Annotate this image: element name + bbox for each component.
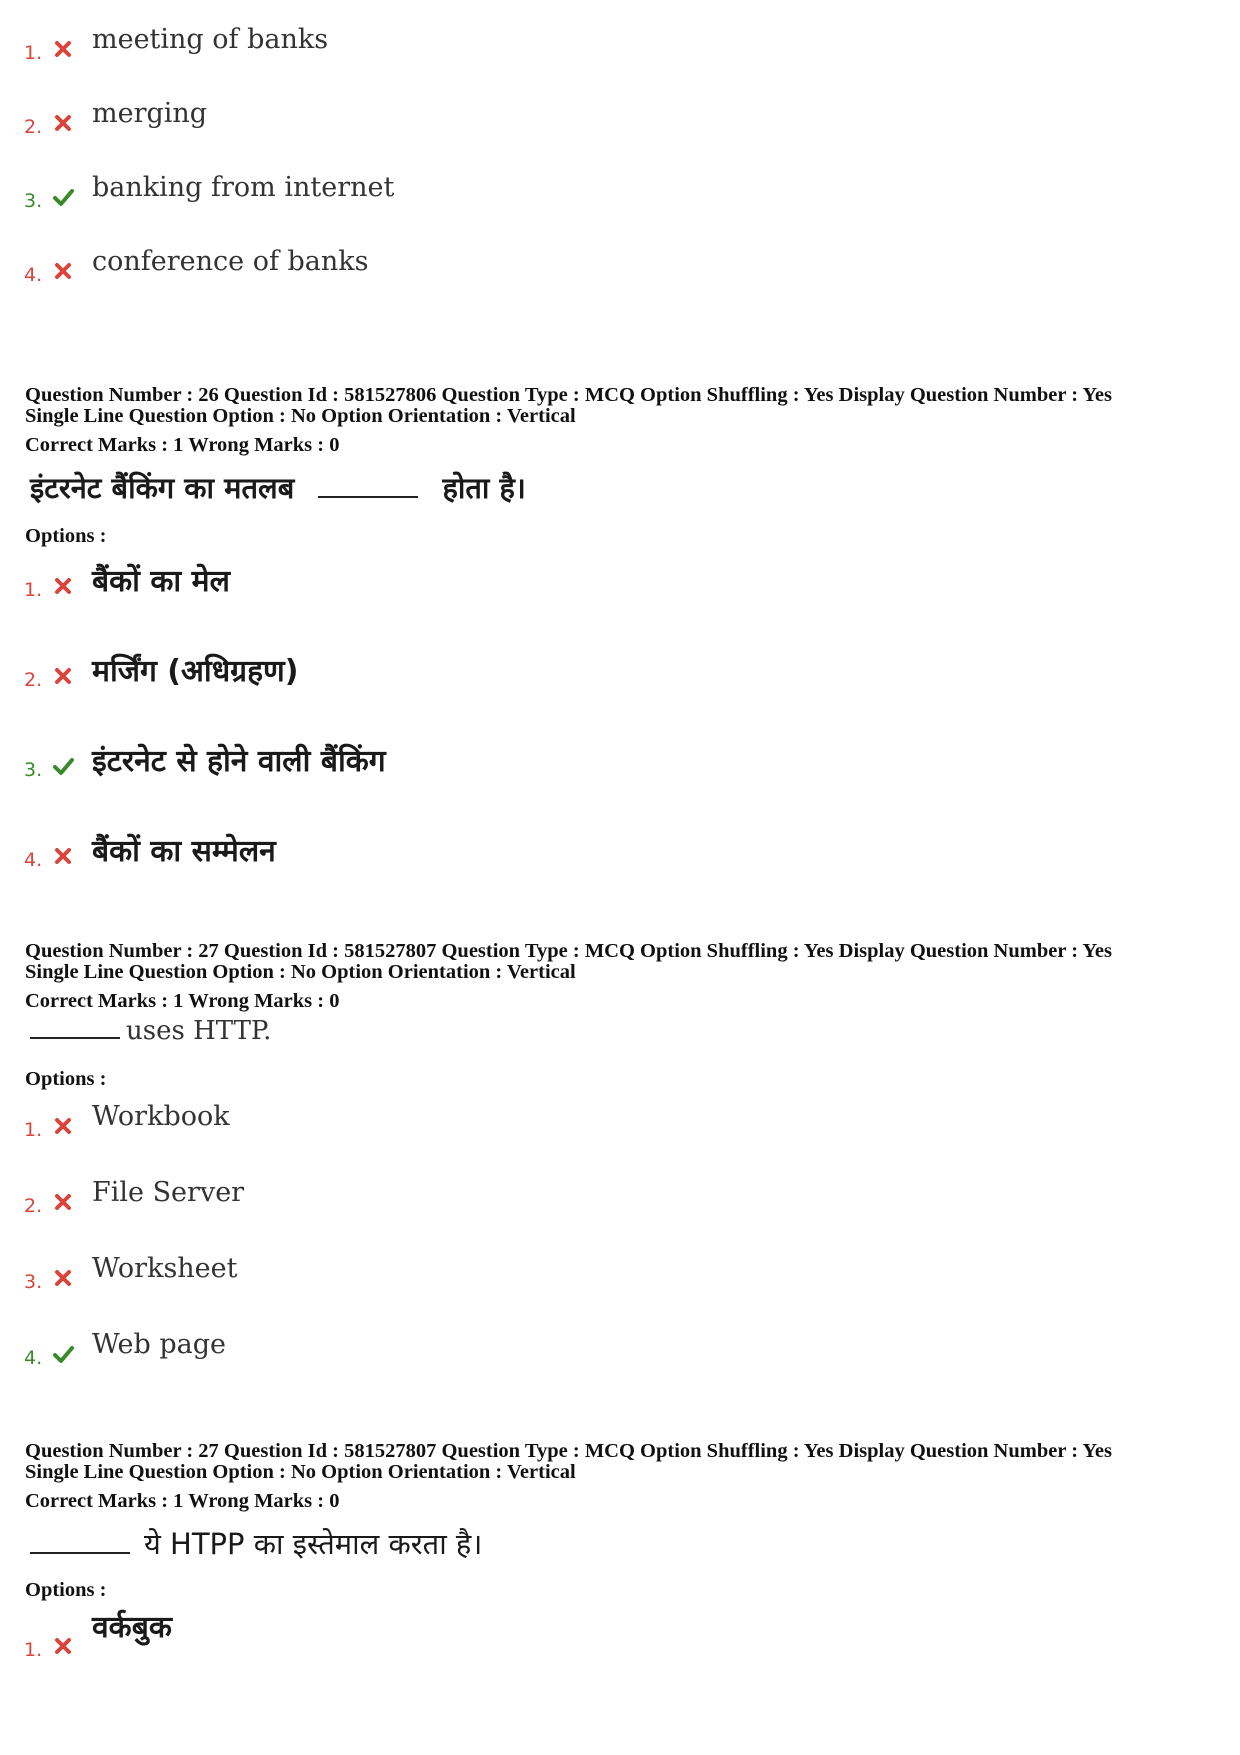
cross-mark-icon <box>52 38 74 60</box>
question-meta: Question Number : 26 Question Id : 581527806 Question Type : MCQ Option Shuffling : Yes Display Question Number : Yes <box>25 384 1112 406</box>
stem-text: uses HTTP. <box>126 1016 272 1046</box>
options-label: Options : <box>25 1068 107 1090</box>
option-text: banking from internet <box>92 172 395 203</box>
option-text: Workbook <box>92 1101 230 1132</box>
check-mark-icon <box>52 755 74 777</box>
option-row <box>0 1329 700 1373</box>
option-row <box>0 745 700 785</box>
question-meta: Single Line Question Option : No Option Orientation : Vertical <box>25 961 576 983</box>
option-number: 2. <box>24 669 43 691</box>
option-text: मर्जिंग (अधिग्रहण) <box>92 654 299 689</box>
answer-blank <box>30 1552 130 1554</box>
option-text: वर्कबुक <box>92 1610 172 1645</box>
option-row <box>0 172 700 216</box>
cross-mark-icon <box>52 112 74 134</box>
check-mark-icon <box>52 186 74 208</box>
option-number: 1. <box>24 1119 43 1141</box>
option-number: 3. <box>24 759 43 781</box>
question-stem <box>30 1016 271 1046</box>
option-row <box>0 1177 700 1221</box>
question-marks: Correct Marks : 1 Wrong Marks : 0 <box>25 434 340 456</box>
option-row <box>0 655 700 695</box>
question-meta: Question Number : 27 Question Id : 581527807 Question Type : MCQ Option Shuffling : Yes Display Question Number : Yes <box>25 1440 1112 1462</box>
question-marks: Correct Marks : 1 Wrong Marks : 0 <box>25 1490 340 1512</box>
question-marks: Correct Marks : 1 Wrong Marks : 0 <box>25 990 340 1012</box>
options-label: Options : <box>25 525 107 547</box>
option-row <box>0 835 700 875</box>
cross-mark-icon <box>52 260 74 282</box>
option-row <box>0 1610 700 1665</box>
stem-text: ये HTPP का इस्तेमाल करता है। <box>144 1527 483 1561</box>
option-number: 1. <box>24 1639 43 1661</box>
cross-mark-icon <box>52 1635 74 1657</box>
option-number: 1. <box>24 579 43 601</box>
cross-mark-icon <box>52 1191 74 1213</box>
question-meta: Single Line Question Option : No Option Orientation : Vertical <box>25 405 576 427</box>
question-stem <box>30 468 526 507</box>
option-number: 4. <box>24 264 43 286</box>
question-meta: Single Line Question Option : No Option Orientation : Vertical <box>25 1461 576 1483</box>
question-meta: Question Number : 27 Question Id : 581527807 Question Type : MCQ Option Shuffling : Yes Display Question Number : Yes <box>25 940 1112 962</box>
cross-mark-icon <box>52 1115 74 1137</box>
question-stem <box>30 1524 482 1563</box>
cross-mark-icon <box>52 665 74 687</box>
option-text: Worksheet <box>92 1253 238 1284</box>
option-text: File Server <box>92 1177 245 1208</box>
stem-text: होता है। <box>442 471 526 505</box>
option-number: 2. <box>24 116 43 138</box>
option-text: Web page <box>92 1329 227 1360</box>
stem-text: इंटरनेट बैंकिंग का मतलब <box>30 471 295 505</box>
option-text: conference of banks <box>92 246 369 277</box>
option-number: 2. <box>24 1195 43 1217</box>
option-row <box>0 1101 700 1145</box>
option-text: meeting of banks <box>92 24 329 55</box>
option-number: 4. <box>24 849 43 871</box>
options-label: Options : <box>25 1579 107 1601</box>
option-row <box>0 1253 700 1297</box>
option-text: merging <box>92 98 208 129</box>
option-number: 3. <box>24 190 43 212</box>
option-row <box>0 565 700 605</box>
cross-mark-icon <box>52 575 74 597</box>
option-row <box>0 98 700 142</box>
option-row <box>0 24 700 68</box>
option-number: 1. <box>24 42 43 64</box>
answer-blank <box>30 1037 120 1039</box>
option-text: बैंकों का मेल <box>92 564 230 599</box>
option-row <box>0 246 700 290</box>
answer-blank <box>318 496 418 498</box>
cross-mark-icon <box>52 1267 74 1289</box>
option-number: 3. <box>24 1271 43 1293</box>
cross-mark-icon <box>52 845 74 867</box>
check-mark-icon <box>52 1343 74 1365</box>
option-text: इंटरनेट से होने वाली बैंकिंग <box>92 744 386 779</box>
option-text: बैंकों का सम्मेलन <box>92 834 276 869</box>
option-number: 4. <box>24 1347 43 1369</box>
